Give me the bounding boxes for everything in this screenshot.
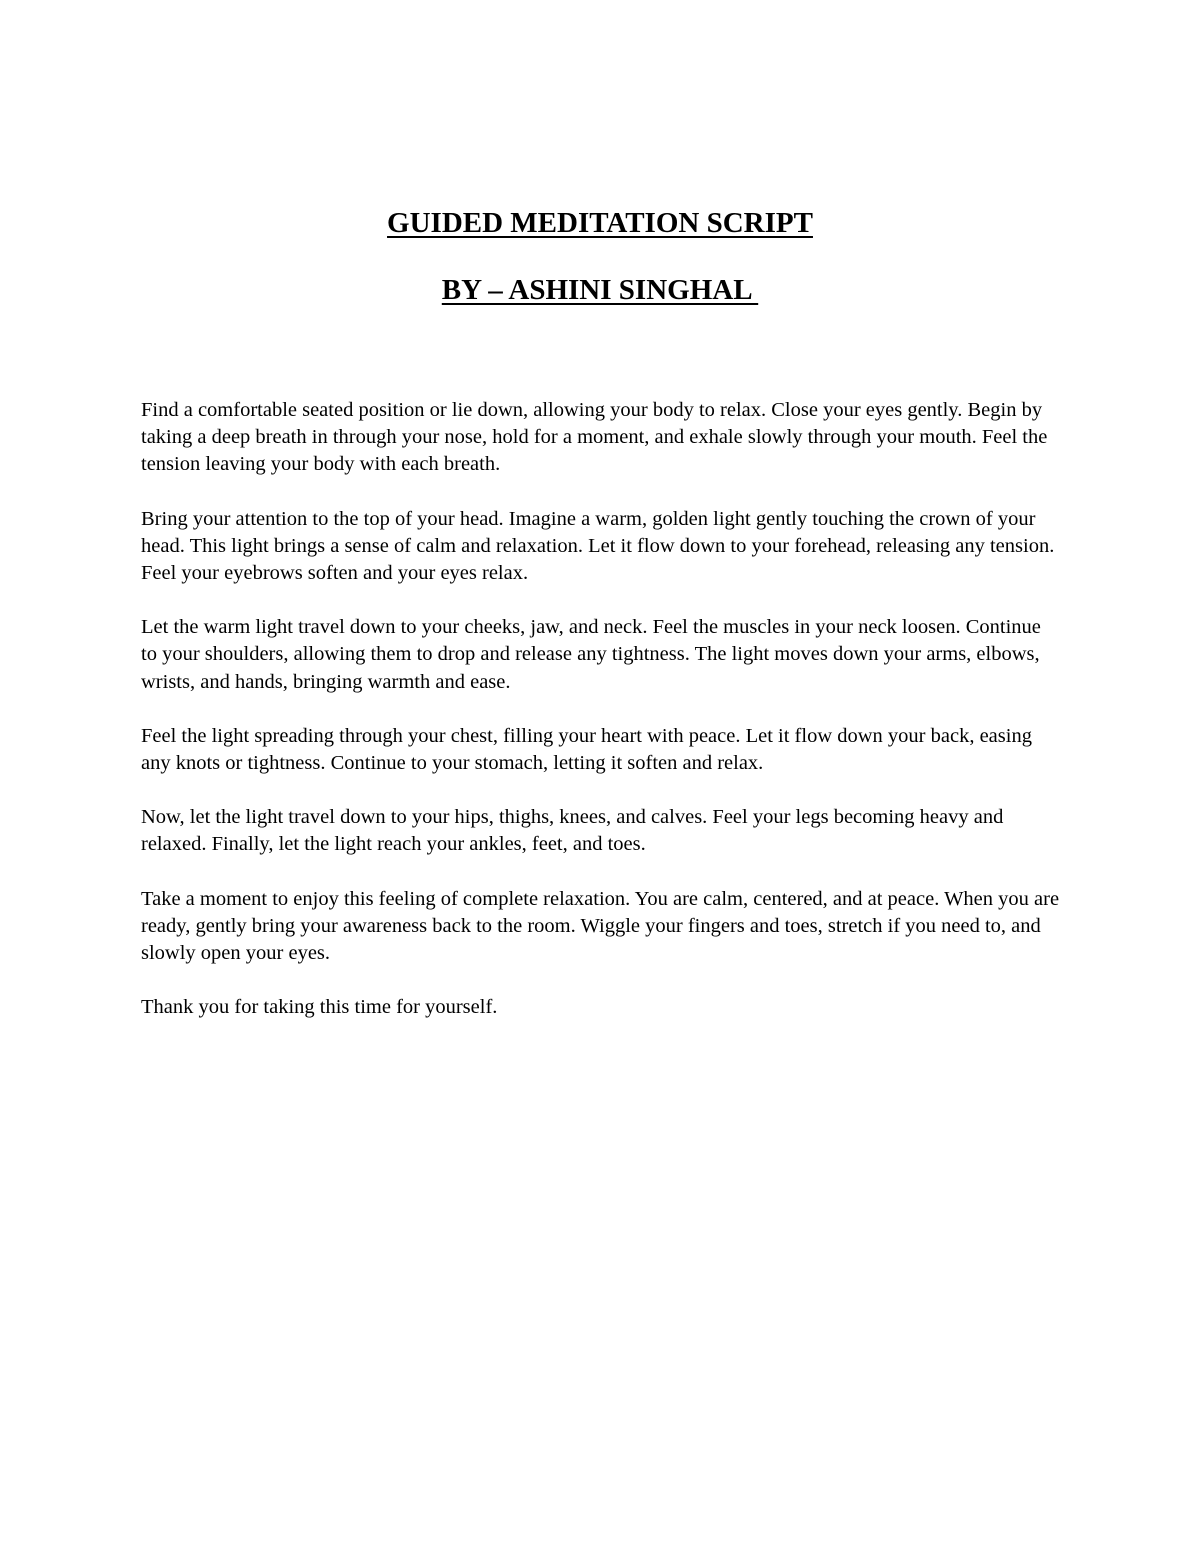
paragraph-4: Feel the light spreading through your chest, filling your heart with peace. Let it flow down your back, easing any knots or tightness. Continue to your stomach, letting it soften and relax. (141, 724, 1032, 775)
paragraph-5: Now, let the light travel down to your hips, thighs, knees, and calves. Feel your legs becoming heavy and relaxed. Finally, let the light reach your ankles, feet, and toes. (141, 806, 1004, 856)
paragraph-7: Thank you for taking this time for yourself. (141, 996, 498, 1019)
document-title: GUIDED MEDITATION SCRIPT (387, 207, 813, 239)
paragraph-6: Take a moment to enjoy this feeling of complete relaxation. You are calm, centered, and at peace. When you are ready, gently bring your awareness back to the room. Wiggle your fingers and toes, stretch if you need to, and slowly open your eyes. (141, 887, 1060, 965)
document-author: BY – ASHINI SINGHAL (441, 274, 759, 306)
paragraph-3: Let the warm light travel down to your cheeks, jaw, and neck. Feel the muscles in your neck loosen. Continue to your shoulders, allowing them to drop and release any tightness. The light moves down your arms, elbows, wrists, and hands, bringing warmth and ease. (141, 616, 1041, 693)
paragraph-2: Bring your attention to the top of your head. Imagine a warm, golden light gently touching the crown of your head. This light brings a sense of calm and relaxation. Let it flow down to your forehead, releasing any tension. Feel your eyebrows soften and your eyes relax. (141, 507, 1055, 585)
paragraph-1: Find a comfortable seated position or lie down, allowing your body to relax. Close your eyes gently. Begin by taking a deep breath in through your nose, hold for a moment, and exhale slowly through your mouth. Feel the tension leaving your body with each breath. (141, 399, 1048, 476)
document-body (141, 397, 1061, 1048)
